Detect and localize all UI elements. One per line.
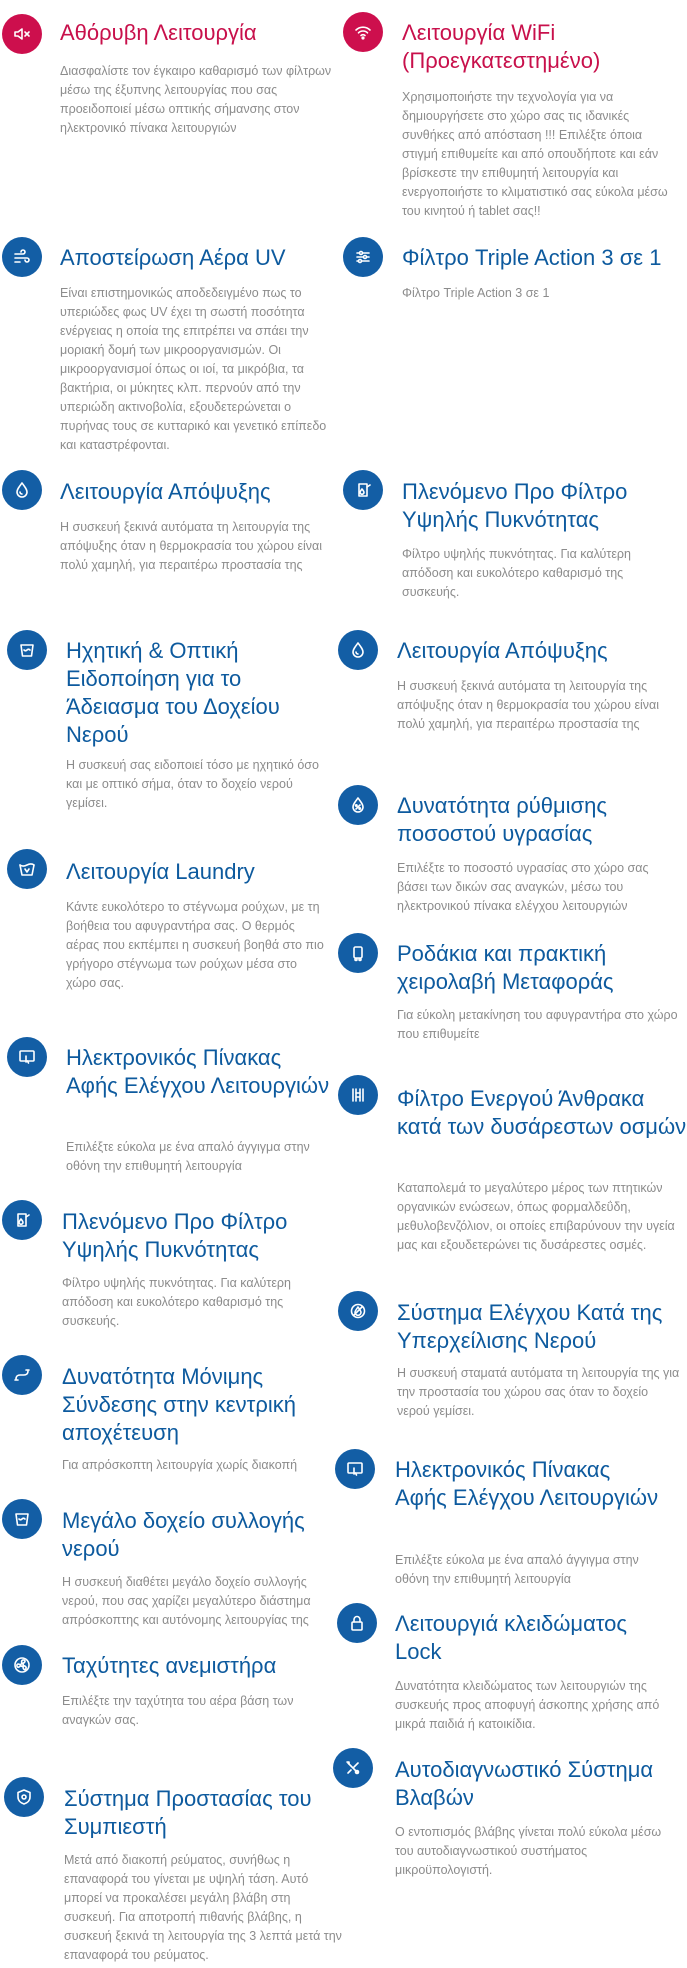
feature-title: Λειτουργία WiFi (Προεγκατεστημένο) [402,20,601,73]
feature-title: Μεγάλο δοχείο συλλογής νερού [62,1508,305,1561]
feature-title: Λειτουργία Laundry [66,859,255,884]
feature-title: Ηλεκτρονικός Πίνακας Αφής Ελέγχου Λειτουργιών [66,1045,330,1098]
feature-description: Δυνατότητα κλειδώματος των λειτουργιών της συσκευής προς αποφυγή άσκοπης χρήσης από μικρά παιδιά ή κατοικίδια. [395,1679,660,1731]
feature-title: Πλενόμενο Προ Φίλτρο Υψηλής Πυκνότητας [402,479,628,532]
water-tank-alert-icon [7,630,47,670]
feature-description: Για απρόσκοπτη λειτουργία χωρίς διακοπή [62,1458,298,1472]
feature-title: Φίλτρο Ενεργού Άνθρακα κατά των δυσάρεστων οσμών [397,1086,687,1139]
feature-title: Ηλεκτρονικός Πίνακας Αφής Ελέγχου Λειτουργιών [395,1457,659,1510]
mute-speaker-icon [2,14,42,54]
touch-panel-icon [335,1449,375,1489]
water-drop-icon [2,470,42,510]
feature-description: Επιλέξτε εύκολα με ένα απαλό άγγιγμα στην οθόνη την επιθυμητή λειτουργία [395,1553,639,1586]
feature-description: Η συσκευή ξεκινά αυτόματα τη λειτουργία της απόψυξης όταν η θερμοκρασία του χώρου είναι πολύ χαμηλή, για περαιτέρω προστασία της [397,679,660,731]
uv-air-icon [2,237,42,277]
feature-description: Η συσκευή ξεκινά αυτόματα τη λειτουργία της απόψυξης όταν η θερμοκρασία του χώρου είναι πολύ χαμηλή, για περαιτέρω προστασία της [60,520,323,572]
feature-title: Δυνατότητα ρύθμισης ποσοστού υγρασίας [397,793,607,846]
feature-title: Λειτουργία Απόψυξης [397,638,608,663]
feature-title: Αυτοδιαγνωστικό Σύστημα Βλαβών [395,1757,654,1810]
feature-description: Κάντε ευκολότερο το στέγνωμα ρούχων, με τη βοήθεια του αφυγραντήρα σας. Ο θερμός αέρας που εκπέμπει η συσκευή βοηθά στο πιο γρήγορο στέγνωμα των ρούχων μέσα στο χώρο σας. [66,900,324,990]
compressor-shield-icon [4,1777,44,1817]
feature-description: Η συσκευή σας ειδοποιεί τόσο με ηχητικό όσο και με οπτικό σήμα, όταν το δοχείο νερού γεμίσει. [66,758,319,810]
feature-title: Σύστημα Ελέγχου Κατά της Υπερχείλισης Νερού [397,1300,663,1353]
feature-description: Είναι επιστημονικώς αποδεδειγμένο πως το υπεριώδες φως UV έχει τη σωστή ποσότητα ενέργειας η οποία της επιτρέπει να σπάει την μοριακή δομή των μικροοργανισμών. Οι μικροοργανισμοί όπως οι ιοί, τα μικρόβια, τα βακτήρια, οι μύκητες κλπ. περνούν από την υπεριώδη ακτινοβολία, εξουδετερώνεται ο πυρήνας τους σε κυτταρικό και γενετικό επίπεδο και καταστρέφονται. [60,286,327,452]
feature-title: Ροδάκια και πρακτική χειρολαβή Μεταφοράς [397,941,614,994]
feature-description: Η συσκευή σταματά αυτόματα τη λειτουργία της για την προστασία του χώρου σας όταν το δοχείο νερού γεμίσει. [397,1366,680,1418]
feature-description: Επιλέξτε το ποσοστό υγρασίας στο χώρο σας βάσει των δικών σας αναγκών, μέσω του ηλεκτρονικού πίνακα ελέγχου λειτουργιών [397,861,649,913]
fan-speed-icon [2,1645,42,1685]
laundry-icon [7,849,47,889]
humidity-percent-icon [338,785,378,825]
feature-title: Λειτουργιά κλειδώματος Lock [395,1611,627,1664]
self-diagnosis-icon [333,1748,373,1788]
feature-title: Λειτουργία Απόψυξης [60,479,271,504]
drain-hose-icon [2,1355,42,1395]
feature-description: Επιλέξτε την ταχύτητα του αέρα βάση των αναγκών σας. [62,1694,294,1727]
feature-title: Φίλτρο Triple Action 3 σε 1 [402,245,662,270]
carbon-filter-icon [338,1075,378,1115]
touch-panel-icon [7,1037,47,1077]
lock-icon [337,1603,377,1643]
water-drop-icon [338,630,378,670]
feature-description: Επιλέξτε εύκολα με ένα απαλό άγγιγμα στην οθόνη την επιθυμητή λειτουργία [66,1140,310,1173]
overflow-protection-icon [338,1291,378,1331]
feature-description: Φίλτρο υψηλής πυκνότητας. Για καλύτερη απόδοση και ευκολότερο καθαρισμό της συσκευής. [62,1276,291,1328]
wheels-handle-icon [338,933,378,973]
feature-description: Φίλτρο υψηλής πυκνότητας. Για καλύτερη απόδοση και ευκολότερο καθαρισμό της συσκευής. [402,547,631,599]
feature-description: Ο εντοπισμός βλάβης γίνεται πολύ εύκολα μέσω του αυτοδιαγνωστικού συστήματος μικροϋπολογιστή. [395,1825,662,1877]
feature-title: Ταχύτητες ανεμιστήρα [62,1653,277,1678]
feature-description: Φίλτρο Triple Action 3 σε 1 [402,286,550,300]
feature-title: Πλενόμενο Προ Φίλτρο Υψηλής Πυκνότητας [62,1209,288,1262]
feature-description: Για εύκολη μετακίνηση του αφυγραντήρα στο χώρο που επιθυμείτε [397,1008,678,1041]
feature-description: Καταπολεμά το μεγαλύτερο μέρος των πτητικών οργανικών ενώσεων, όπως φορμαλδεΰδη, μεθυλοβενζόλιον, οι οποίες επιβαρύνουν την υγεία μας και εξουδετερώνει τις δυσάρεστες οσμές. [397,1181,675,1252]
feature-description: Χρησιμοποιήστε την τεχνολογία για να δημιουργήσετε στο χώρο σας τις ιδανικές συνθήκες από απόσταση !!! Επιλέξτε όποια στιγμή επιθυμείτε και από οπουδήποτε και εάν βρίσκεστε την επιθυμητή λειτουργία και ενεργοποιήστε το κλιματιστικό σας εύκολα μέσω του κινητού ή tablet σας!! [402,90,668,218]
washable-filter-icon [2,1200,42,1240]
feature-title: Δυνατότητα Μόνιμης Σύνδεσης στην κεντρική αποχέτευση [62,1364,296,1445]
feature-title: Αποστείρωση Αέρα UV [60,245,286,270]
feature-description: Διασφαλίστε τον έγκαιρο καθαρισμό των φίλτρων μέσω της έξυπνης λειτουργίας που σας προειδοποιεί μέσω οπτικής σήμανσης στον ηλεκτρονικό πίνακα λειτουργιών [60,64,332,135]
washable-filter-icon [343,470,383,510]
feature-title: Ηχητική & Οπτική Ειδοποίηση για το Άδειασμα του Δοχείου Νερού [66,638,280,747]
water-tank-icon [2,1499,42,1539]
sliders-filter-icon [343,237,383,277]
feature-title: Αθόρυβη Λειτουργία [60,20,257,45]
feature-description: Μετά από διακοπή ρεύματος, συνήθως η επαναφορά του γίνεται με υψηλή τάση. Αυτό μπορεί να προκαλέσει μεγάλη βλάβη στη συσκευή. Για αποτροπή πιθανής βλάβης, η συσκευή ξεκινά τη λειτουργία της 3 λεπτά μετά την επαναφορά του ρεύματος. [64,1853,342,1962]
feature-title: Σύστημα Προστασίας του Συμπιεστή [64,1786,312,1839]
wifi-icon [343,12,383,52]
feature-description: Η συσκευή διαθέτει μεγάλο δοχείο συλλογής νερού, που σας χαρίζει μεγαλύτερο διάστημα απρόσκοπτης και αυτόνομης λειτουργίας της [62,1575,311,1627]
